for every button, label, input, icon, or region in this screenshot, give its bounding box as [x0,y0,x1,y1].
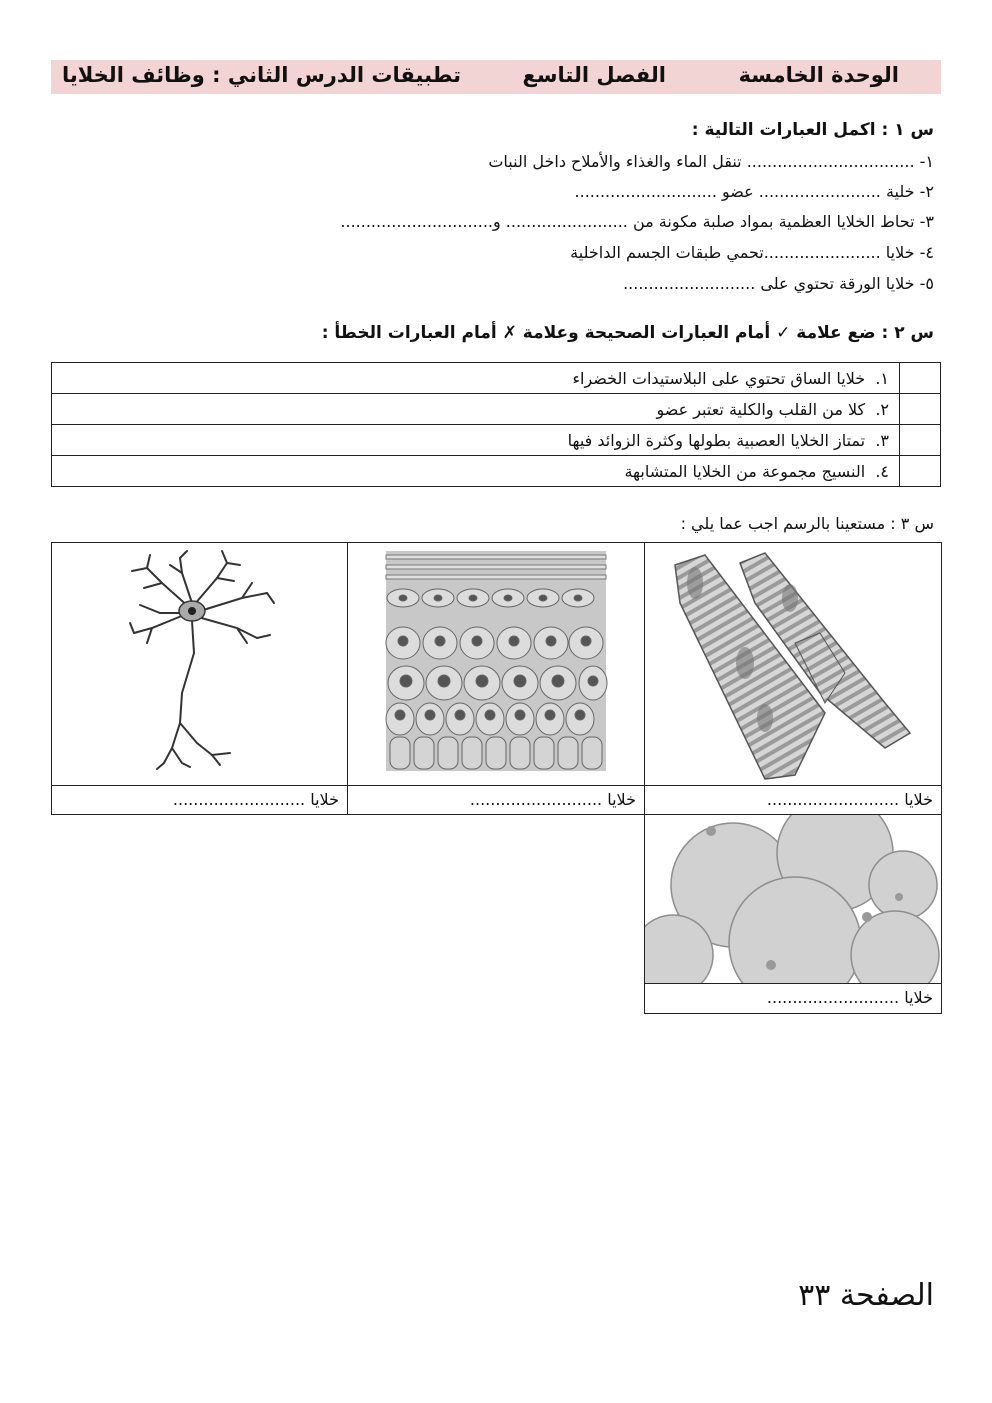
epithelial-cells-image [348,543,644,785]
header-bar [51,60,941,94]
table-row [52,456,941,487]
caption-cell [644,983,942,1014]
table-row [52,425,941,456]
fat-cells-image [645,815,941,983]
nerve-cell-frame [51,542,348,786]
page-number: الصفحة ٣٣ [798,1278,934,1313]
caption-cell [347,785,645,815]
caption-cell [51,785,348,815]
caption-fat: خلايا .......................... [766,988,933,1007]
unit-title: الوحدة الخامسة [738,63,899,87]
q1-item-3: ٣- تحاط الخلايا العظمية بمواد صلبة مكونة من ........................ و.............................. [340,212,934,231]
answer-box[interactable] [900,425,941,456]
q3-title: س ٣ : مستعينا بالرسم اجب عما يلي : [680,514,934,533]
q1-title: س ١ : اكمل العبارات التالية : [691,120,934,140]
fat-cell-frame [644,814,942,984]
muscle-cells-image [645,543,941,785]
nerve-cell-image [52,543,347,785]
caption-cell [644,785,942,815]
q1-item-4: ٤- خلايا .......................تحمي طبقات الجسم الداخلية [570,243,934,262]
epithelial-cell-frame [347,542,645,786]
q1-item-1: ١- ................................. تنقل الماء والغذاء والأملاح داخل النبات [488,152,934,171]
q1-item-5: ٥- خلايا الورقة تحتوي على .......................... [623,274,934,293]
answer-box[interactable] [900,363,941,394]
statement: ٣. تمتاز الخلايا العصبية بطولها وكثرة الزوائد فيها [52,425,900,456]
chapter-title: الفصل التاسع [522,63,666,87]
answer-box[interactable] [900,394,941,425]
caption-epithelial: خلايا .......................... [469,790,636,809]
caption-nerve: خلايا .......................... [172,790,339,809]
table-row [52,363,941,394]
caption-muscle: خلايا .......................... [766,790,933,809]
true-false-table [51,362,941,487]
answer-box[interactable] [900,456,941,487]
q2-title: س ٢ : ضع علامة ✓ أمام العبارات الصحيحة وعلامة ✗ أمام العبارات الخطأ : [321,323,934,343]
statement: ١. خلايا الساق تحتوي على البلاستيدات الخضراء [52,363,900,394]
muscle-cell-frame [644,542,942,786]
statement: ٤. النسيج مجموعة من الخلايا المتشابهة [52,456,900,487]
q1-item-2: ٢- خلية ........................ عضو ............................ [574,182,934,201]
table-row [52,394,941,425]
statement: ٢. كلا من القلب والكلية تعتبر عضو [52,394,900,425]
lesson-title: تطبيقات الدرس الثاني : وظائف الخلايا [61,63,461,87]
